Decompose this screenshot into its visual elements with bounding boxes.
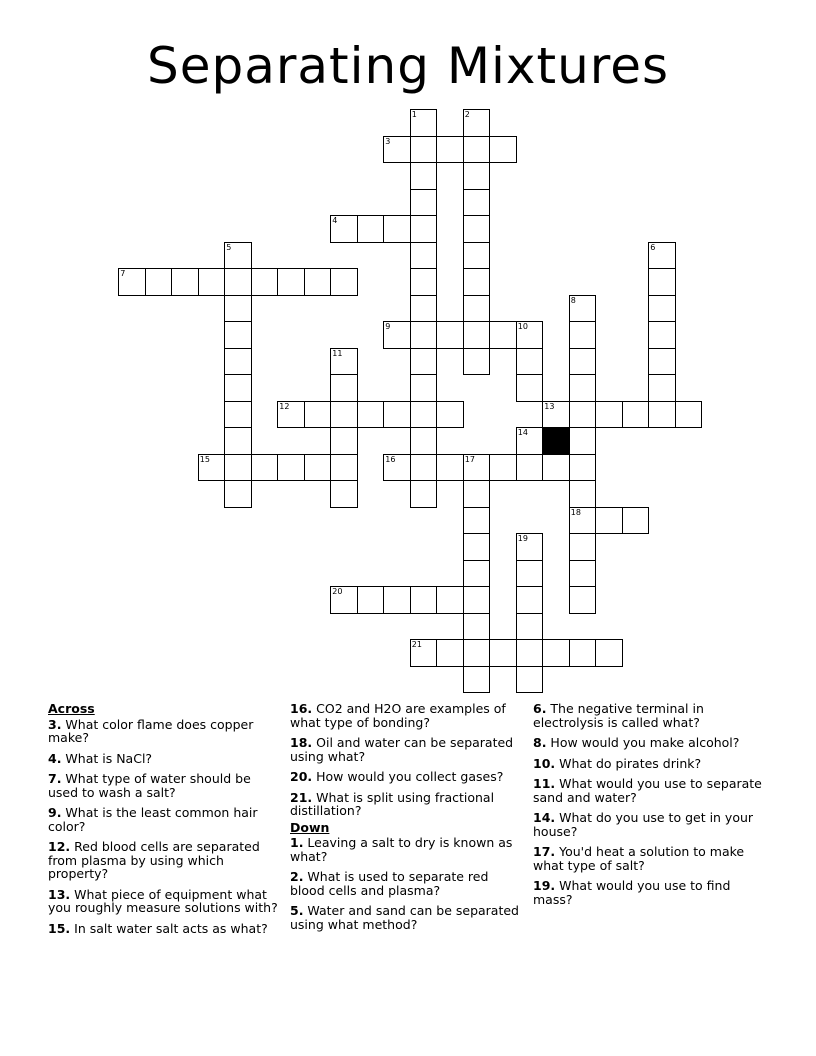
grid-cell[interactable] — [277, 268, 305, 296]
clue-number-label: 2. — [290, 869, 304, 884]
clue-item — [533, 879, 768, 906]
grid-cell[interactable] — [251, 454, 279, 482]
grid-cell[interactable] — [516, 454, 544, 482]
grid-cell[interactable] — [648, 268, 676, 296]
grid-cell[interactable] — [410, 401, 438, 429]
clue-number-label: 5. — [290, 903, 304, 918]
grid-cell[interactable] — [410, 109, 438, 137]
grid-cell[interactable] — [410, 374, 438, 402]
grid-cell[interactable] — [595, 639, 623, 667]
clue-number-label: 8. — [533, 735, 547, 750]
grid-cell[interactable] — [516, 560, 544, 588]
grid-cell[interactable] — [648, 374, 676, 402]
clue-number: 15 — [199, 454, 210, 464]
clue-item — [290, 836, 525, 863]
clue-text: What is NaCl? — [61, 750, 153, 766]
down-heading: Down — [290, 819, 330, 835]
clue-item — [48, 922, 283, 936]
grid-cell[interactable] — [569, 480, 597, 508]
clue-number-label: 21. — [290, 789, 313, 805]
grid-cell[interactable] — [436, 401, 464, 429]
clue-text: Leaving a salt to dry is known as what? — [290, 835, 513, 864]
grid-cell[interactable] — [463, 136, 491, 164]
grid-cell[interactable] — [569, 639, 597, 667]
clues-column-1 — [48, 702, 283, 942]
clue-number: 10 — [517, 322, 528, 332]
grid-cell[interactable] — [357, 586, 385, 614]
grid-cell[interactable] — [542, 401, 570, 429]
grid-cell[interactable] — [516, 639, 544, 667]
grid-cell[interactable] — [595, 401, 623, 429]
grid-cell[interactable] — [516, 613, 544, 641]
grid-cell[interactable] — [463, 613, 491, 641]
clue-number: 3 — [385, 136, 391, 146]
grid-cell[interactable] — [569, 427, 597, 455]
grid-cell[interactable] — [410, 321, 438, 349]
clue-text: What would you use to find mass? — [533, 878, 731, 907]
grid-cell[interactable] — [410, 295, 438, 323]
clue-number: 14 — [517, 428, 528, 438]
grid-cell[interactable] — [648, 295, 676, 323]
grid-cell[interactable] — [410, 136, 438, 164]
clue-text: The negative terminal in electrolysis is called what? — [533, 701, 704, 730]
clue-text: What do you use to get in your house? — [533, 810, 754, 839]
grid-cell[interactable] — [145, 268, 173, 296]
clue-number: 7 — [120, 269, 126, 279]
grid-cell[interactable] — [463, 639, 491, 667]
grid-cell[interactable] — [277, 401, 305, 429]
grid-cell[interactable] — [330, 374, 358, 402]
clue-text: What do pirates drink? — [555, 755, 702, 771]
grid-cell[interactable] — [463, 162, 491, 190]
clue-number-label: 17. — [533, 844, 556, 859]
clue-number-label: 12. — [48, 839, 71, 854]
grid-cell[interactable] — [463, 242, 491, 270]
clue-number-label: 19. — [533, 878, 556, 893]
clue-list-col2-down — [290, 836, 525, 931]
clue-number-label: 4. — [48, 750, 62, 766]
clue-number: 21 — [411, 640, 422, 650]
clue-number-label: 10. — [533, 755, 556, 771]
grid-cell[interactable] — [516, 348, 544, 376]
clue-number-label: 15. — [48, 920, 71, 936]
grid-cell[interactable] — [383, 321, 411, 349]
grid-cell[interactable] — [357, 401, 385, 429]
grid-cell[interactable] — [436, 136, 464, 164]
grid-cell[interactable] — [516, 533, 544, 561]
clue-number-label: 16. — [290, 701, 313, 716]
clue-item — [290, 791, 525, 818]
grid-cell[interactable] — [648, 348, 676, 376]
grid-cell[interactable] — [516, 321, 544, 349]
grid-cell[interactable] — [463, 215, 491, 243]
grid-cell[interactable] — [622, 401, 650, 429]
clue-text: What piece of equipment what you roughly measure solutions with? — [48, 886, 278, 915]
clues-column-3 — [533, 702, 768, 913]
grid-cell[interactable] — [410, 162, 438, 190]
grid-cell[interactable] — [569, 348, 597, 376]
grid-cell[interactable] — [383, 215, 411, 243]
clue-item — [290, 702, 525, 729]
clue-item — [48, 772, 283, 799]
grid-cell[interactable] — [542, 454, 570, 482]
grid-cell[interactable] — [516, 427, 544, 455]
clue-number: 16 — [385, 454, 396, 464]
grid-cell[interactable] — [463, 109, 491, 137]
clue-list-col2-across — [290, 702, 525, 818]
clue-item — [290, 904, 525, 931]
clue-number: 8 — [570, 295, 576, 305]
grid-cell[interactable] — [463, 454, 491, 482]
clue-number-label: 6. — [533, 701, 547, 716]
grid-cell[interactable] — [251, 268, 279, 296]
grid-cell[interactable] — [383, 586, 411, 614]
grid-cell[interactable] — [410, 215, 438, 243]
clue-number: 2 — [464, 110, 470, 120]
grid-cell[interactable] — [463, 295, 491, 323]
clue-number-label: 9. — [48, 805, 62, 820]
grid-cell[interactable] — [436, 321, 464, 349]
clue-number: 4 — [332, 216, 338, 226]
grid-cell[interactable] — [489, 321, 517, 349]
grid-cell[interactable] — [489, 136, 517, 164]
grid-cell[interactable] — [410, 427, 438, 455]
clue-text: Water and sand can be separated using what method? — [290, 903, 519, 932]
clue-item — [290, 770, 525, 784]
clue-number: 19 — [517, 534, 528, 544]
clue-number: 13 — [544, 401, 555, 411]
clue-item — [48, 718, 283, 745]
grid-cell[interactable] — [489, 639, 517, 667]
block-cell — [542, 427, 570, 455]
grid-cell[interactable] — [463, 348, 491, 376]
grid-cell[interactable] — [410, 268, 438, 296]
clue-item — [290, 736, 525, 763]
grid-cell[interactable] — [224, 401, 252, 429]
clue-text: You'd heat a solution to make what type of salt? — [533, 844, 745, 873]
grid-cell[interactable] — [516, 374, 544, 402]
grid-cell[interactable] — [224, 454, 252, 482]
clue-number-label: 20. — [290, 769, 313, 784]
grid-cell[interactable] — [463, 533, 491, 561]
grid-cell[interactable] — [463, 560, 491, 588]
grid-cell[interactable] — [277, 454, 305, 482]
clue-number: 11 — [332, 348, 343, 358]
grid-cell[interactable] — [463, 189, 491, 217]
grid-cell[interactable] — [569, 533, 597, 561]
grid-cell[interactable] — [224, 374, 252, 402]
grid-cell[interactable] — [516, 586, 544, 614]
clue-number-label: 3. — [48, 716, 62, 732]
grid-cell[interactable] — [463, 507, 491, 535]
grid-cell[interactable] — [383, 454, 411, 482]
grid-cell[interactable] — [383, 401, 411, 429]
grid-cell[interactable] — [648, 401, 676, 429]
clue-item — [533, 845, 768, 872]
grid-cell[interactable] — [410, 348, 438, 376]
grid-cell[interactable] — [648, 321, 676, 349]
clue-number-label: 13. — [48, 886, 71, 902]
grid-cell[interactable] — [569, 454, 597, 482]
grid-cell[interactable] — [463, 321, 491, 349]
clue-number: 1 — [411, 110, 417, 120]
clue-item — [290, 870, 525, 897]
clue-text: What is split using fractional distillation? — [290, 789, 495, 818]
clue-item — [48, 752, 283, 766]
grid-cell[interactable] — [463, 586, 491, 614]
grid-cell[interactable] — [224, 268, 252, 296]
grid-cell[interactable] — [489, 454, 517, 482]
clue-item — [48, 806, 283, 833]
grid-cell[interactable] — [569, 401, 597, 429]
page-title: Separating Mixtures — [146, 37, 670, 95]
grid-cell[interactable] — [675, 401, 703, 429]
grid-cell[interactable] — [463, 666, 491, 694]
grid-cell[interactable] — [198, 268, 226, 296]
grid-cell[interactable] — [410, 480, 438, 508]
grid-cell[interactable] — [463, 268, 491, 296]
grid-cell[interactable] — [224, 242, 252, 270]
clue-list-col1 — [48, 718, 283, 936]
clue-number: 18 — [570, 507, 581, 517]
clue-number-label: 11. — [533, 776, 556, 791]
grid-cell[interactable] — [330, 586, 358, 614]
grid-cell[interactable] — [648, 242, 676, 270]
grid-cell[interactable] — [569, 507, 597, 535]
clue-text: Red blood cells are separated from plasma by using which property? — [48, 839, 260, 881]
grid-cell[interactable] — [171, 268, 199, 296]
clue-item — [48, 888, 283, 915]
clue-number-label: 7. — [48, 771, 62, 786]
clue-text: How would you collect gases? — [312, 769, 504, 784]
clue-number: 12 — [279, 401, 290, 411]
grid-cell[interactable] — [410, 586, 438, 614]
clue-text: In salt water salt acts as what? — [70, 920, 268, 936]
grid-cell[interactable] — [436, 586, 464, 614]
clue-text: What would you use to separate sand and water? — [533, 776, 762, 805]
grid-cell[interactable] — [622, 507, 650, 535]
clue-item — [533, 777, 768, 804]
grid-cell[interactable] — [410, 454, 438, 482]
clue-list-col3 — [533, 702, 768, 906]
clues-column-2 — [290, 702, 525, 938]
grid-cell[interactable] — [436, 454, 464, 482]
clue-number-label: 18. — [290, 735, 313, 750]
grid-cell[interactable] — [224, 480, 252, 508]
clue-number-label: 1. — [290, 835, 304, 850]
grid-cell[interactable] — [304, 454, 332, 482]
clue-number: 17 — [464, 454, 475, 464]
clue-text: Oil and water can be separated using what? — [290, 735, 514, 764]
grid-cell[interactable] — [330, 427, 358, 455]
clue-item — [533, 736, 768, 750]
grid-cell[interactable] — [224, 321, 252, 349]
grid-cell[interactable] — [330, 215, 358, 243]
grid-cell[interactable] — [569, 321, 597, 349]
clue-item — [533, 757, 768, 771]
clue-item — [48, 840, 283, 881]
clue-number: 5 — [226, 242, 232, 252]
grid-cell[interactable] — [595, 507, 623, 535]
grid-cell[interactable] — [330, 480, 358, 508]
clue-text: What is used to separate red blood cells and plasma? — [290, 869, 489, 898]
grid-cell[interactable] — [410, 639, 438, 667]
clue-text: CO2 and H2O are examples of what type of bonding? — [290, 701, 506, 730]
grid-cell[interactable] — [198, 454, 226, 482]
clue-text: What type of water should be used to wash a salt? — [48, 771, 251, 800]
grid-cell[interactable] — [357, 215, 385, 243]
grid-cell[interactable] — [542, 639, 570, 667]
clue-number: 20 — [332, 587, 343, 597]
grid-cell[interactable] — [330, 268, 358, 296]
clue-text: What is the least common hair color? — [48, 805, 258, 834]
grid-cell[interactable] — [463, 480, 491, 508]
grid-cell[interactable] — [304, 268, 332, 296]
clue-number-label: 14. — [533, 810, 556, 825]
grid-cell[interactable] — [304, 401, 332, 429]
grid-cell[interactable] — [330, 454, 358, 482]
clue-item — [533, 702, 768, 729]
clue-number: 9 — [385, 322, 391, 332]
grid-cell[interactable] — [516, 666, 544, 694]
grid-cell[interactable] — [383, 136, 411, 164]
clue-number: 6 — [650, 242, 656, 252]
grid-cell[interactable] — [118, 268, 146, 296]
grid-cell[interactable] — [569, 295, 597, 323]
grid-cell[interactable] — [330, 401, 358, 429]
grid-cell[interactable] — [410, 189, 438, 217]
grid-cell[interactable] — [330, 348, 358, 376]
grid-cell[interactable] — [410, 242, 438, 270]
grid-cell[interactable] — [224, 427, 252, 455]
grid-cell[interactable] — [436, 639, 464, 667]
grid-cell[interactable] — [569, 374, 597, 402]
clue-text: What color flame does copper make? — [48, 716, 254, 745]
across-heading: Across — [48, 701, 95, 716]
clue-text: How would you make alcohol? — [546, 735, 740, 750]
grid-cell[interactable] — [569, 560, 597, 588]
grid-cell[interactable] — [224, 295, 252, 323]
grid-cell[interactable] — [569, 586, 597, 614]
clue-item — [533, 811, 768, 838]
grid-cell[interactable] — [224, 348, 252, 376]
